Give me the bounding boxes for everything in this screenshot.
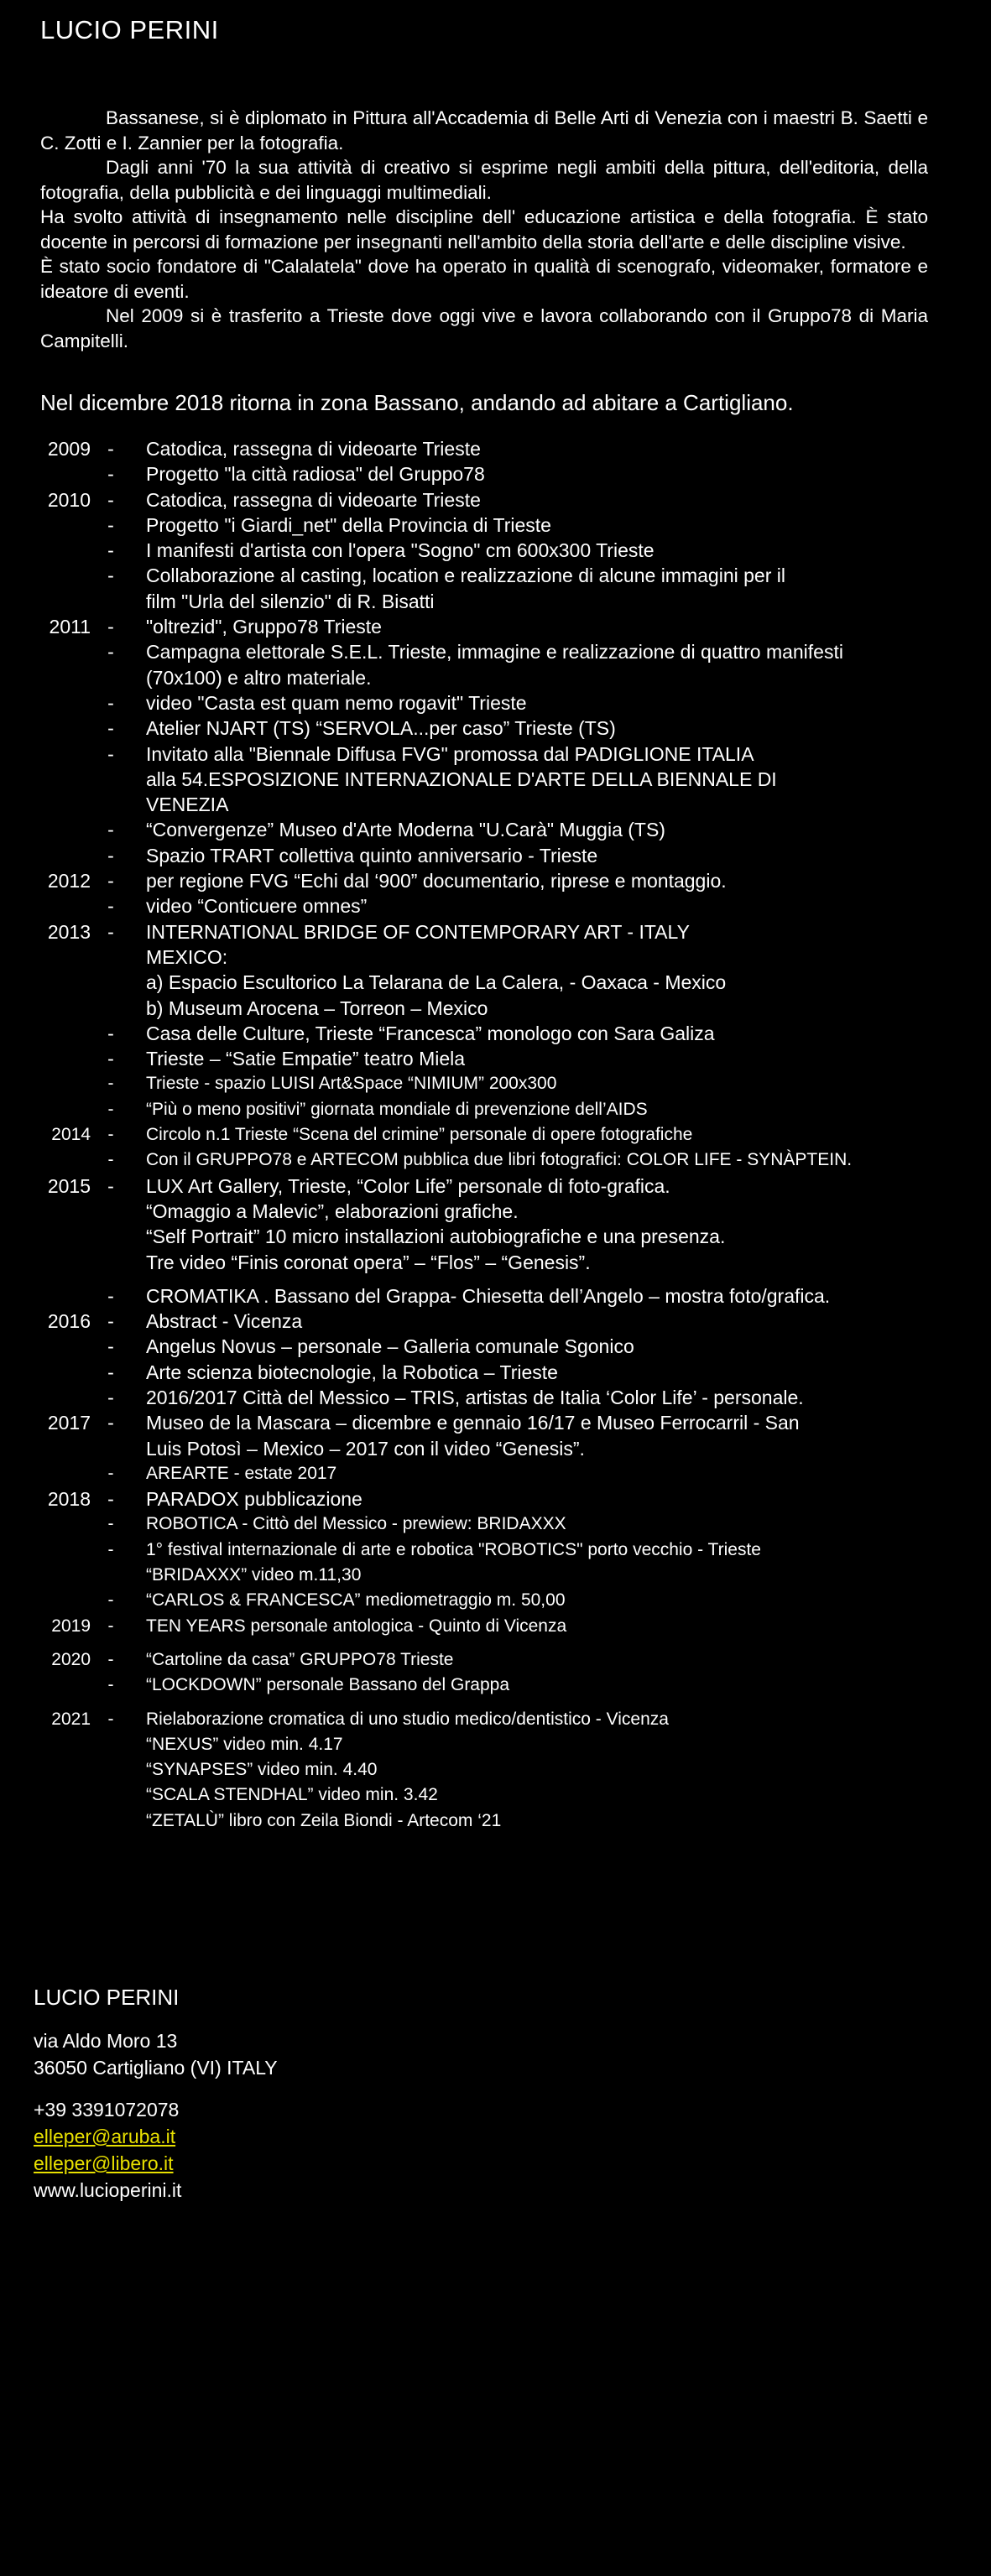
exhibition-year: 2013: [47, 920, 91, 943]
contact-name: LUCIO PERINI: [34, 1985, 180, 2010]
exhibition-row: [34, 1647, 973, 1673]
list-dash: -: [107, 819, 114, 841]
list-dash: -: [107, 870, 114, 892]
exhibition-text: Atelier NJART (TS) “SERVOLA...per caso” Trieste (TS): [146, 717, 616, 740]
list-dash: -: [107, 463, 114, 486]
exhibition-text: Con il GRUPPO78 e ARTECOM pubblica due libri fotografici: COLOR LIFE - SYNÀPTEIN.: [146, 1150, 853, 1170]
exhibition-year: 2010: [47, 488, 91, 511]
exhibition-row: [34, 1334, 973, 1359]
exhibition-row: [34, 1673, 973, 1698]
exhibition-text: 2016/2017 Città del Messico – TRIS, artistas de Italia ‘Color Life’ - personale.: [146, 1386, 804, 1408]
list-dash: -: [107, 488, 114, 511]
exhibition-text: Campagna elettorale S.E.L. Trieste, immagine e realizzazione di quattro manifesti: [146, 641, 843, 664]
exhibition-row: [34, 1461, 973, 1486]
list-dash: -: [107, 1074, 114, 1094]
exhibition-row: [34, 1046, 973, 1071]
exhibition-row: [34, 563, 973, 614]
exhibition-text: film "Urla del silenzio" di R. Bisatti: [146, 590, 435, 612]
exhibition-row: [34, 538, 973, 563]
exhibition-text: Rielaborazione cromatica di uno studio medico/dentistico - Vicenza: [146, 1709, 669, 1729]
exhibition-row: [34, 1360, 973, 1385]
exhibition-text: “SCALA STENDHAL” video min. 3.42: [146, 1785, 438, 1805]
biography-paragraph: Ha svolto attività di insegnamento nelle discipline dell' educazione artistica e della fotografia. È stato docente in percorsi di formazione per insegnanti nell'ambito della storia dell'arte e delle discipline visive.: [40, 206, 928, 252]
exhibition-year: 2011: [49, 616, 91, 638]
exhibition-text: Abstract - Vicenza: [146, 1310, 303, 1333]
list-dash: -: [107, 1616, 114, 1636]
list-dash: -: [107, 1048, 114, 1070]
exhibition-text: Catodica, rassegna di videoarte Trieste: [146, 488, 481, 511]
exhibition-text: “Omaggio a Malevic”, elaborazioni grafiche.: [146, 1200, 519, 1222]
exhibition-text: “Self Portrait” 10 micro installazioni autobiografiche e una presenza.: [146, 1226, 726, 1248]
exhibition-row: [34, 487, 973, 513]
exhibition-row: [34, 461, 973, 487]
list-dash: -: [107, 1488, 114, 1511]
list-dash: -: [107, 1709, 114, 1729]
list-dash: -: [107, 438, 114, 460]
list-dash: -: [107, 844, 114, 866]
page-title: LUCIO PERINI: [40, 15, 219, 44]
list-dash: -: [107, 1174, 114, 1197]
exhibition-text: MEXICO:: [146, 945, 228, 968]
exhibition-text: “NEXUS” video min. 4.17: [146, 1734, 343, 1754]
exhibition-text: Catodica, rassegna di videoarte Trieste: [146, 438, 481, 460]
exhibition-text: Casa delle Culture, Trieste “Francesca” monologo con Sara Galiza: [146, 1022, 715, 1044]
exhibition-text: 1° festival internazionale di arte e robotica "ROBOTICS" porto vecchio - Trieste: [146, 1539, 761, 1559]
list-dash: -: [107, 1539, 114, 1559]
exhibition-text: “BRIDAXXX” video m.11,30: [146, 1565, 362, 1585]
exhibition-text: Progetto "la città radiosa" del Gruppo78: [146, 463, 485, 486]
list-dash: -: [107, 717, 114, 740]
exhibition-text: Museo de la Mascara – dicembre e gennaio 16/17 e Museo Ferrocarril - San: [146, 1412, 800, 1434]
exhibition-text: (70x100) e altro materiale.: [146, 666, 372, 689]
exhibition-text: Spazio TRART collettiva quinto anniversario - Trieste: [146, 844, 598, 866]
list-dash: -: [107, 1463, 114, 1483]
exhibition-text: LUX Art Gallery, Trieste, “Color Life” personale di foto-grafica.: [146, 1174, 670, 1197]
exhibition-text: “Più o meno positivi” giornata mondiale di prevenzione dell’AIDS: [146, 1099, 648, 1119]
list-dash: -: [107, 691, 114, 714]
list-dash: -: [107, 1335, 114, 1358]
list-dash: -: [107, 1310, 114, 1333]
list-dash: -: [107, 1125, 114, 1145]
exhibition-year: 2009: [47, 438, 91, 460]
exhibition-text: I manifesti d'artista con l'opera "Sogno" cm 600x300 Trieste: [146, 539, 655, 562]
phone-number: +39 3391072078: [34, 2099, 180, 2121]
list-dash: -: [107, 1022, 114, 1044]
exhibition-text: ROBOTICA - Cittò del Messico - prewiew: BRIDAXXX: [146, 1514, 566, 1534]
exhibition-list: [34, 436, 973, 1834]
address-line-2: 36050 Cartigliano (VI) ITALY: [34, 2057, 278, 2079]
exhibition-text: Circolo n.1 Trieste “Scena del crimine” personale di opere fotografiche: [146, 1125, 693, 1145]
exhibition-text: Invitato alla "Biennale Diffusa FVG" promossa dal PADIGLIONE ITALIA: [146, 742, 754, 765]
exhibition-row: [34, 690, 973, 716]
exhibition-row: [34, 513, 973, 538]
website-text: www.lucioperini.it: [34, 2179, 182, 2201]
exhibition-text: a) Espacio Escultorico La Telarana de La Calera, - Oaxaca - Mexico: [146, 971, 727, 994]
list-dash: -: [107, 1412, 114, 1434]
exhibition-text: per regione FVG “Echi dal ‘900” documentario, riprese e montaggio.: [146, 870, 727, 892]
list-dash: -: [107, 1099, 114, 1119]
exhibition-text: video “Conticuere omnes”: [146, 895, 368, 918]
address-line-1: via Aldo Moro 13: [34, 2030, 178, 2052]
exhibition-text: Trieste – “Satie Empatie” teatro Miela: [146, 1048, 466, 1070]
list-dash: -: [107, 1590, 114, 1611]
list-dash: -: [107, 1675, 114, 1695]
exhibition-row: [34, 614, 973, 639]
list-dash: -: [107, 920, 114, 943]
email-link-libero[interactable]: elleper@libero.it: [34, 2152, 174, 2174]
exhibition-text: INTERNATIONAL BRIDGE OF CONTEMPORARY ART - ITALY: [146, 920, 690, 943]
exhibition-text: Arte scienza biotecnologie, la Robotica – Trieste: [146, 1361, 558, 1383]
exhibition-year: 2020: [51, 1649, 91, 1669]
exhibition-text: “Convergenze” Museo d'Arte Moderna "U.Carà" Muggia (TS): [146, 819, 665, 841]
exhibition-row: [34, 1309, 973, 1334]
list-dash: -: [107, 1649, 114, 1669]
list-dash: -: [107, 513, 114, 536]
exhibition-row: [34, 1174, 973, 1275]
exhibition-text: “CARLOS & FRANCESCA” mediometraggio m. 50,00: [146, 1590, 566, 1611]
list-dash: -: [107, 616, 114, 638]
exhibition-year: 2016: [47, 1310, 91, 1333]
biography-paragraph: Nel 2009 si è trasferito a Trieste dove oggi vive e lavora collaborando con il Gruppo78 di Maria Campitelli.: [40, 305, 928, 351]
exhibition-row: [34, 1614, 973, 1639]
list-dash: -: [107, 1150, 114, 1170]
biography-paragraph: È stato socio fondatore di "Calalatela" dove ha operato in qualità di scenografo, videomaker, formatore e ideatore di eventi.: [40, 256, 928, 302]
exhibition-text: Tre video “Finis coronat opera” – “Flos” – “Genesis”.: [146, 1251, 591, 1273]
exhibition-row: [34, 1021, 973, 1046]
exhibition-row: [34, 919, 973, 1021]
exhibition-year: 2017: [47, 1412, 91, 1434]
exhibition-row: [34, 843, 973, 868]
exhibition-year: 2015: [47, 1174, 91, 1197]
exhibition-row: [34, 1512, 973, 1537]
biography-closing-line: Nel dicembre 2018 ritorna in zona Bassano, andando ad abitare a Cartigliano.: [40, 390, 794, 415]
exhibition-row: [34, 1283, 973, 1309]
contact-block: [34, 1984, 621, 2204]
exhibition-row: [34, 1410, 973, 1461]
exhibition-row: [34, 1385, 973, 1410]
exhibition-row: [34, 1097, 973, 1122]
exhibition-text: TEN YEARS personale antologica - Quinto di Vicenza: [146, 1616, 567, 1636]
exhibition-text: "oltrezid", Gruppo78 Trieste: [146, 616, 382, 638]
exhibition-text: Collaborazione al casting, location e realizzazione di alcune immagini per il: [146, 565, 785, 587]
exhibition-year: 2021: [51, 1709, 91, 1729]
list-dash: -: [107, 641, 114, 664]
exhibition-text: Angelus Novus – personale – Galleria comunale Sgonico: [146, 1335, 634, 1358]
biography: [40, 106, 928, 353]
exhibition-row: [34, 1122, 973, 1147]
exhibition-row: [34, 1538, 973, 1589]
exhibition-row: [34, 639, 973, 690]
exhibition-text: “LOCKDOWN” personale Bassano del Grappa: [146, 1675, 510, 1695]
biography-paragraph: Dagli anni '70 la sua attività di creativo si esprime negli ambiti della pittura, dell'editoria, della fotografia, della pubblicità e dei linguaggi multimediali.: [40, 157, 928, 203]
list-dash: -: [107, 895, 114, 918]
list-dash: -: [107, 565, 114, 587]
exhibition-text: video "Casta est quam nemo rogavit" Trieste: [146, 691, 527, 714]
exhibition-row: [34, 868, 973, 893]
exhibition-text: PARADOX pubblicazione: [146, 1488, 362, 1511]
exhibition-row: [34, 1486, 973, 1512]
list-dash: -: [107, 742, 114, 765]
exhibition-year: 2014: [51, 1125, 91, 1145]
email-link-aruba[interactable]: elleper@aruba.it: [34, 2126, 176, 2147]
exhibition-text: AREARTE - estate 2017: [146, 1463, 337, 1483]
exhibition-text: Luis Potosì – Mexico – 2017 con il video “Genesis”.: [146, 1437, 585, 1460]
exhibition-text: “ZETALÙ” libro con Zeila Biondi - Artecom ‘21: [146, 1810, 502, 1830]
exhibition-year: 2018: [47, 1488, 91, 1511]
list-dash: -: [107, 1514, 114, 1534]
exhibition-row: [34, 742, 973, 818]
exhibition-text: Progetto "i Giardi_net" della Provincia di Trieste: [146, 513, 551, 536]
exhibition-row: [34, 893, 973, 919]
list-dash: -: [107, 1386, 114, 1408]
exhibition-row: [34, 1147, 973, 1173]
exhibition-row: [34, 716, 973, 741]
exhibition-text: “SYNAPSES” video min. 4.40: [146, 1760, 378, 1780]
exhibition-row: [34, 1707, 973, 1834]
exhibition-text: alla 54.ESPOSIZIONE INTERNAZIONALE D'ARTE DELLA BIENNALE DI: [146, 768, 777, 790]
exhibition-row: [34, 1588, 973, 1613]
exhibition-text: b) Museum Arocena – Torreon – Mexico: [146, 997, 488, 1019]
exhibition-text: VENEZIA: [146, 794, 229, 816]
exhibition-row: [34, 1071, 973, 1096]
exhibition-year: 2019: [51, 1616, 91, 1636]
exhibition-text: “Cartoline da casa” GRUPPO78 Trieste: [146, 1649, 454, 1669]
list-dash: -: [107, 1284, 114, 1307]
exhibition-row: [34, 436, 973, 461]
exhibition-text: CROMATIKA . Bassano del Grappa- Chiesetta dell’Angelo – mostra foto/grafica.: [146, 1284, 831, 1307]
list-dash: -: [107, 539, 114, 562]
exhibition-text: Trieste - spazio LUISI Art&Space “NIMIUM” 200x300: [146, 1074, 557, 1094]
exhibition-row: [34, 817, 973, 842]
biography-paragraph: Bassanese, si è diplomato in Pittura all'Accademia di Belle Arti di Venezia con i maestri B. Saetti e C. Zotti e I. Zannier per la fotografia.: [40, 107, 928, 154]
exhibition-year: 2012: [47, 870, 91, 892]
list-dash: -: [107, 1361, 114, 1383]
